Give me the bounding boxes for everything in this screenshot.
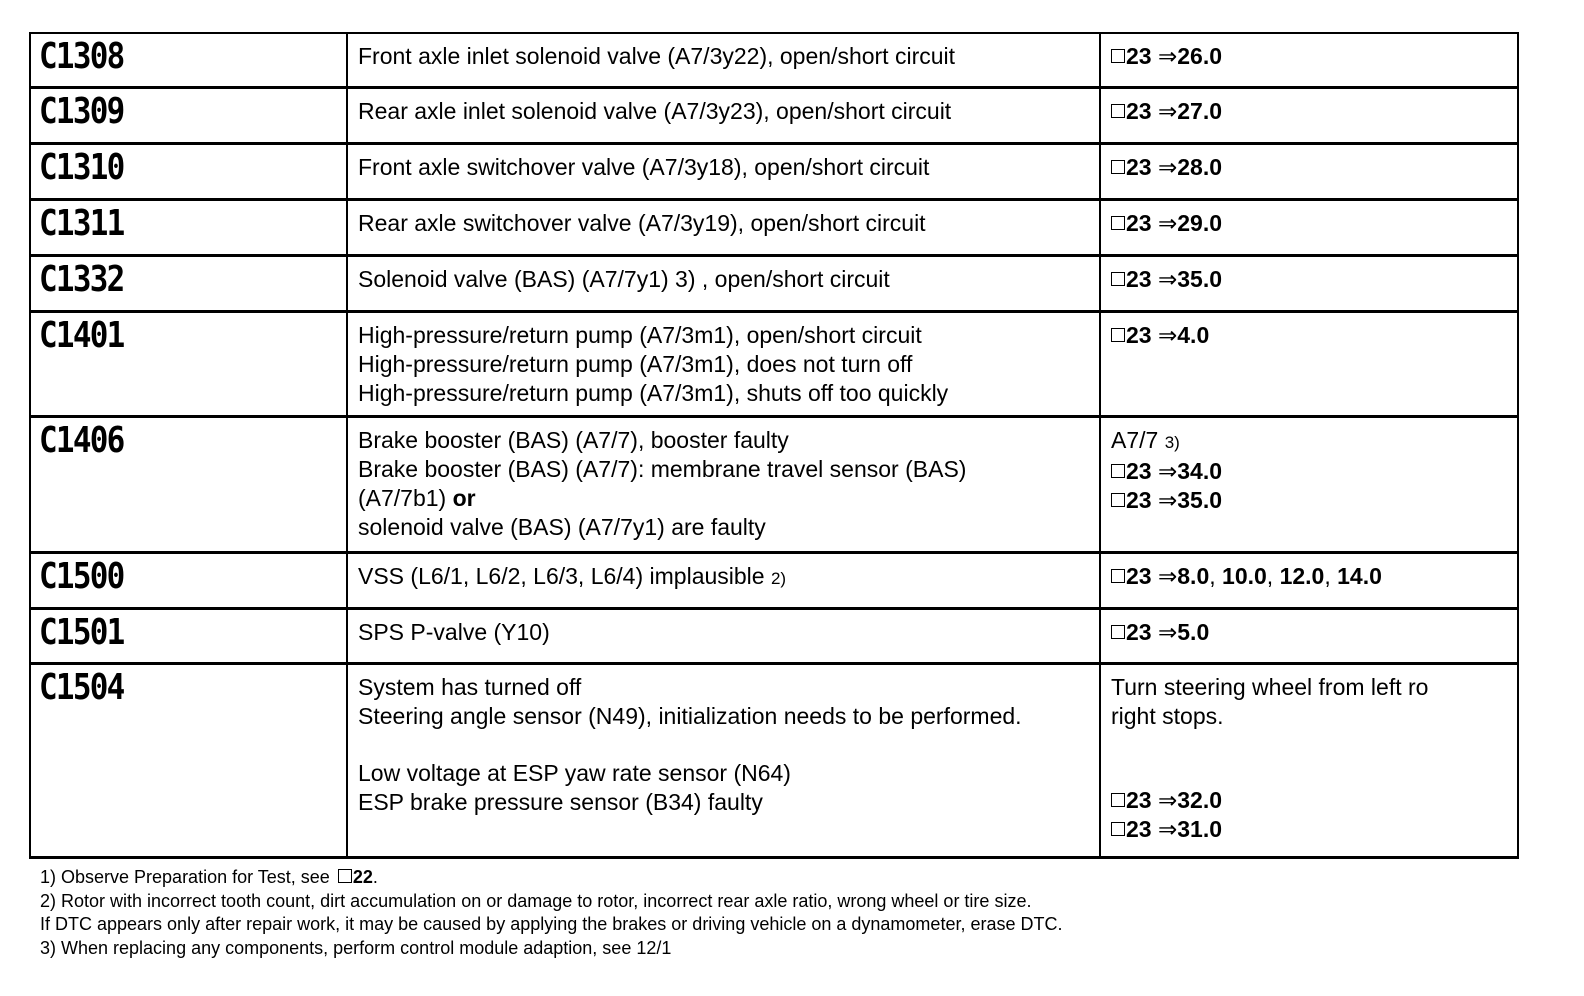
arrow-icon: ⇒ — [1157, 487, 1178, 513]
test-reference[interactable]: 23 ⇒4.0 — [1111, 322, 1209, 348]
description-line: SPS P-valve (Y10) — [358, 619, 550, 645]
description-line: solenoid valve (BAS) (A7/7y1) are faulty — [358, 514, 766, 540]
description-line: Front axle inlet solenoid valve (A7/3y22), open/short circuit — [358, 43, 956, 69]
description-cell — [348, 418, 1101, 551]
arrow-icon: ⇒ — [1157, 787, 1178, 813]
dtc-code-cell — [31, 201, 348, 254]
description-cell — [348, 554, 1101, 607]
page-ref-box-icon — [1111, 272, 1125, 286]
dtc-code: C1310 — [39, 147, 124, 188]
description-cell — [348, 34, 1101, 86]
table-row — [31, 610, 1519, 665]
reference-cell — [1101, 313, 1519, 415]
reference-cell — [1101, 418, 1519, 551]
test-reference[interactable]: 23 ⇒26.0 — [1111, 43, 1222, 69]
table-row — [31, 257, 1519, 313]
arrow-icon: ⇒ — [1157, 210, 1178, 236]
arrow-icon: ⇒ — [1157, 43, 1178, 69]
page-ref-box-icon — [1111, 104, 1125, 118]
description-cell — [348, 610, 1101, 662]
table-row — [31, 418, 1519, 554]
footnote-marker: 3) — [1164, 433, 1180, 452]
description-cell — [348, 201, 1101, 254]
reference-cell — [1101, 610, 1519, 662]
table-row — [31, 665, 1519, 859]
page-ref-box-icon — [1111, 793, 1125, 807]
dtc-code: C1401 — [39, 315, 124, 356]
page-ref-box-icon — [1111, 328, 1125, 342]
footnote-2-continued: If DTC appears only after repair work, it may be caused by applying the brakes or driving vehicle on a dynamometer, erase DTC. — [40, 914, 1063, 934]
description-line: Brake booster (BAS) (A7/7): membrane travel sensor (BAS) — [358, 456, 967, 482]
table-row — [31, 201, 1519, 257]
description-cell — [348, 257, 1101, 310]
test-reference[interactable]: 23 ⇒32.0 — [1111, 786, 1507, 815]
description-line: High-pressure/return pump (A7/3m1), open/short circuit — [358, 322, 922, 348]
action-text: right stops. — [1111, 703, 1224, 729]
reference-cell — [1101, 665, 1519, 856]
arrow-icon: ⇒ — [1157, 458, 1178, 484]
page-ref-box-icon — [1111, 160, 1125, 174]
description-line: Rear axle switchover valve (A7/3y19), open/short circuit — [358, 210, 926, 236]
dtc-code: C1504 — [39, 667, 124, 708]
description-cell — [348, 89, 1101, 142]
dtc-code-cell — [31, 418, 348, 551]
arrow-icon: ⇒ — [1157, 619, 1178, 645]
page-ref-box-icon — [1111, 464, 1125, 478]
footnote-2: 2) Rotor with incorrect tooth count, dirt accumulation on or damage to rotor, incorrect rear axle ratio, wrong wheel or tire size. — [40, 890, 1032, 911]
dtc-code: C1501 — [39, 612, 124, 653]
description-cell — [348, 665, 1101, 856]
description-line: VSS (L6/1, L6/2, L6/3, L6/4) implausible 2) — [358, 563, 787, 589]
arrow-icon: ⇒ — [1157, 154, 1178, 180]
page-ref-box-icon — [1111, 493, 1125, 507]
dtc-code: C1308 — [39, 36, 124, 77]
test-reference[interactable]: 23 ⇒8.0, 10.0, 12.0, 14.0 — [1111, 563, 1382, 589]
table-row — [31, 554, 1519, 610]
description-line: High-pressure/return pump (A7/3m1), does not turn off — [358, 351, 913, 377]
test-reference[interactable]: 23 ⇒31.0 — [1111, 815, 1507, 844]
action-text: Turn steering wheel from left ro — [1111, 674, 1429, 700]
test-reference[interactable]: 23 ⇒28.0 — [1111, 154, 1222, 180]
page-ref-box-icon — [1111, 49, 1125, 63]
dtc-code-cell — [31, 313, 348, 415]
dtc-code: C1311 — [39, 203, 124, 244]
test-reference[interactable]: 23 ⇒29.0 — [1111, 210, 1222, 236]
description-line: ESP brake pressure sensor (B34) faulty — [358, 789, 763, 815]
reference-cell — [1101, 145, 1519, 198]
or-emphasis: or — [452, 485, 476, 511]
component-label: A7/7 3) — [1111, 427, 1180, 453]
description-line: Solenoid valve (BAS) (A7/7y1) 3) , open/short circuit — [358, 266, 890, 292]
description-cell — [348, 313, 1101, 415]
reference-cell — [1101, 34, 1519, 86]
table-row — [31, 34, 1519, 89]
test-reference[interactable]: 23 ⇒5.0 — [1111, 619, 1209, 645]
page-ref-box-icon — [1111, 569, 1125, 583]
description-line: (A7/7b1) or — [358, 485, 476, 511]
test-reference[interactable]: 23 ⇒34.0 — [1111, 457, 1507, 486]
dtc-code-cell — [31, 89, 348, 142]
dtc-code-cell — [31, 610, 348, 662]
arrow-icon: ⇒ — [1157, 266, 1178, 292]
test-reference[interactable]: 23 ⇒27.0 — [1111, 98, 1222, 124]
page-ref-box-icon — [338, 869, 352, 883]
dtc-code: C1309 — [39, 91, 124, 132]
dtc-code: C1406 — [39, 420, 124, 461]
test-reference[interactable]: 23 ⇒35.0 — [1111, 266, 1222, 292]
test-reference[interactable]: 23 ⇒35.0 — [1111, 486, 1507, 515]
description-line: Rear axle inlet solenoid valve (A7/3y23), open/short circuit — [358, 98, 952, 124]
description-line: System has turned off — [358, 674, 582, 700]
reference-cell — [1101, 201, 1519, 254]
page-ref-box-icon — [1111, 625, 1125, 639]
page-ref-box-icon — [1111, 822, 1125, 836]
description-line: Low voltage at ESP yaw rate sensor (N64) — [358, 760, 791, 786]
description-line: Front axle switchover valve (A7/3y18), open/short circuit — [358, 154, 930, 180]
reference-cell — [1101, 554, 1519, 607]
footnote-1: 1) Observe Preparation for Test, see 22. — [40, 867, 378, 887]
table-row — [31, 313, 1519, 418]
arrow-icon: ⇒ — [1157, 563, 1178, 589]
dtc-table — [29, 32, 1519, 859]
footnotes — [40, 866, 1520, 960]
description-line: Steering angle sensor (N49), initialization needs to be performed. — [358, 703, 1022, 729]
footnote-3: 3) When replacing any components, perform control module adaption, see 12/1 — [40, 937, 672, 958]
dtc-code: C1500 — [39, 556, 124, 597]
reference-cell — [1101, 257, 1519, 310]
arrow-icon: ⇒ — [1157, 322, 1178, 348]
description-cell — [348, 145, 1101, 198]
page-ref-box-icon — [1111, 216, 1125, 230]
dtc-code-cell — [31, 257, 348, 310]
dtc-code-cell — [31, 554, 348, 607]
table-row — [31, 145, 1519, 201]
dtc-code-cell — [31, 145, 348, 198]
footnote-marker: 2) — [770, 569, 787, 588]
arrow-icon: ⇒ — [1157, 98, 1178, 124]
arrow-icon: ⇒ — [1157, 816, 1178, 842]
reference-cell — [1101, 89, 1519, 142]
footnote-page-ref[interactable]: 22 — [352, 867, 373, 887]
dtc-code-cell — [31, 665, 348, 856]
description-line: Brake booster (BAS) (A7/7), booster faulty — [358, 427, 789, 453]
dtc-code: C1332 — [39, 259, 124, 300]
dtc-code-cell — [31, 34, 348, 86]
description-line: High-pressure/return pump (A7/3m1), shuts off too quickly — [358, 380, 949, 406]
table-row — [31, 89, 1519, 145]
